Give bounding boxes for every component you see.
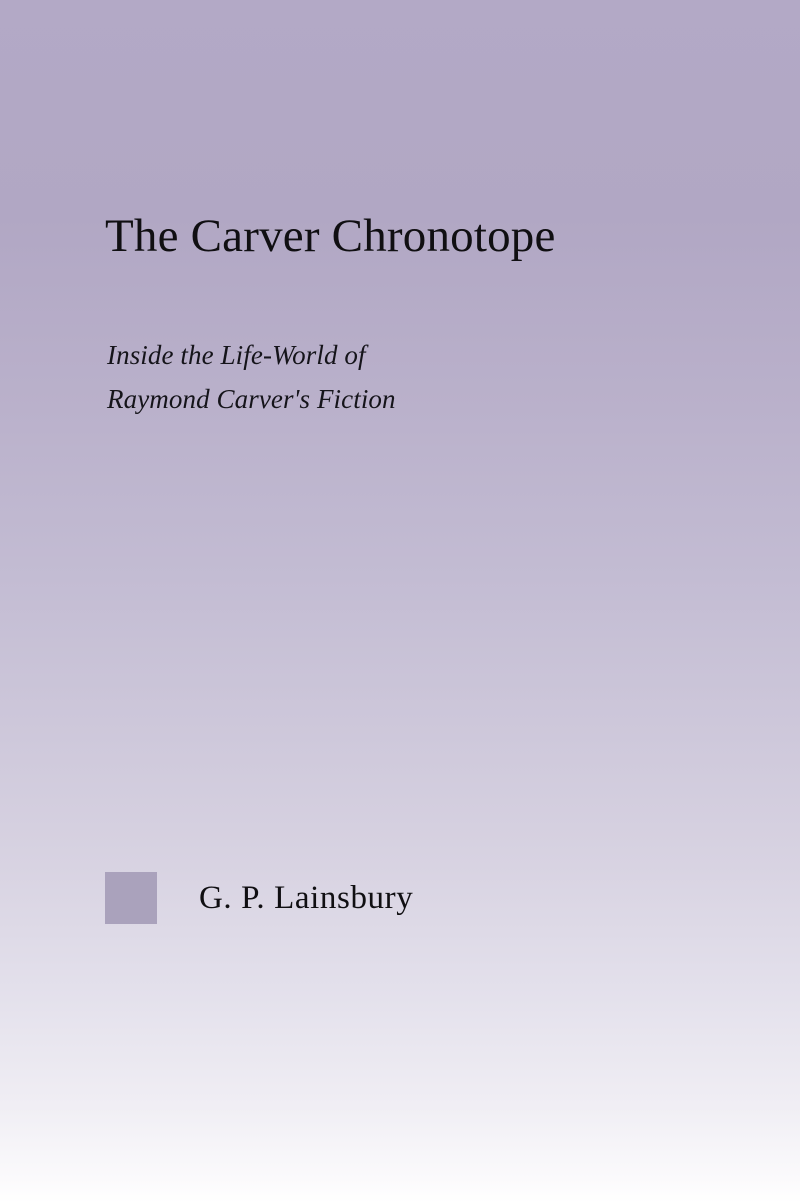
book-subtitle-line-1: Inside the Life-World of xyxy=(107,340,366,370)
author-name: G. P. Lainsbury xyxy=(199,879,414,916)
author-swatch-icon xyxy=(105,872,157,924)
book-subtitle-line-2: Raymond Carver's Fiction xyxy=(107,383,396,414)
book-title: The Carver Chronotope xyxy=(105,210,556,262)
subtitle-block xyxy=(107,334,707,421)
title-block xyxy=(105,210,725,263)
author-block xyxy=(105,872,413,924)
